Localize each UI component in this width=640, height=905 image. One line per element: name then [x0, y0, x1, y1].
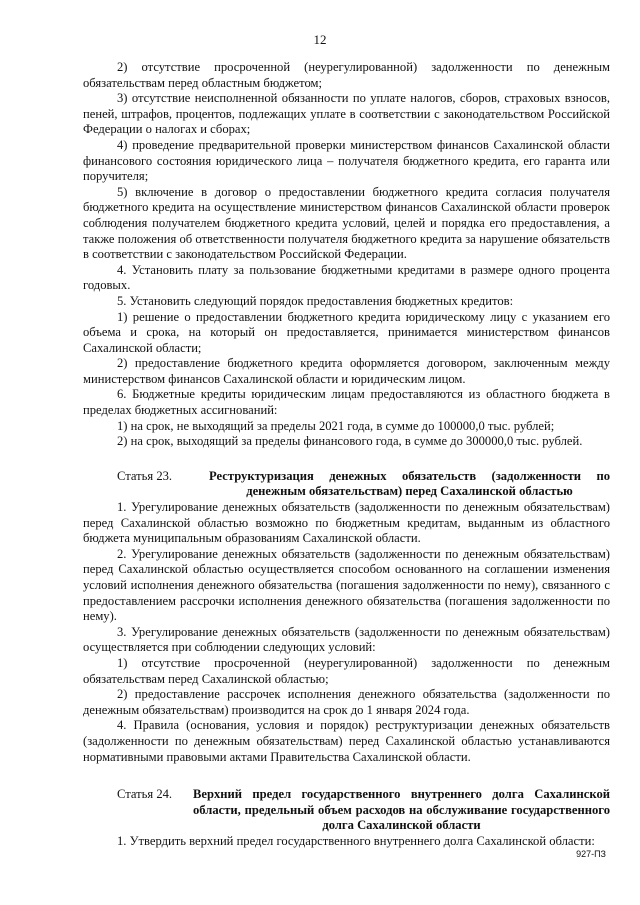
paragraph: 6. Бюджетные кредиты юридическим лицам предоставляются из областного бюджета в пределах бюджетных ассигнований:	[83, 387, 610, 418]
paragraph: 2) предоставление бюджетного кредита оформляется договором, заключенным между министерством финансов Сахалинской области и юридическим лицом.	[83, 356, 610, 386]
paragraph: 1) отсутствие просроченной (неурегулированной) задолженности по денежным обязательствам перед Сахалинской областью;	[83, 655, 610, 686]
paragraph: 4) проведение предварительной проверки министерством финансов Сахалинской области финансового состояния юридического лица – получателя бюджетного кредита, его гаранта или поручителя;	[83, 137, 610, 184]
article-24-label: Статья 24.	[117, 787, 173, 802]
article-24-title: Верхний предел государственного внутреннего долга Сахалинской области, предельный объем расходов на обслуживание государственного долга Сахалинской области	[193, 787, 610, 833]
paragraph: 1. Утвердить верхний предел государственного внутреннего долга Сахалинской области:	[117, 833, 595, 848]
paragraph: 1) на срок, не выходящий за пределы 2021 года, в сумме до 100000,0 тыс. рублей;	[117, 418, 555, 433]
article-23-heading	[83, 469, 610, 500]
article-23-label: Статья 23.	[117, 468, 173, 483]
paragraph: 1) решение о предоставлении бюджетного кредита юридическому лицу с указанием его объема и срока, на который он предоставляется, принимается министерством финансов Сахалинской области;	[83, 309, 610, 355]
document-code: 927-ПЗ	[576, 849, 606, 860]
document-body	[83, 60, 610, 850]
paragraph: 2) на срок, выходящий за пределы финансового года, в сумме до 300000,0 тыс. рублей.	[117, 434, 583, 449]
paragraph: 4. Установить плату за пользование бюджетными кредитами в размере одного процента годовых.	[83, 262, 610, 293]
paragraph: 1. Урегулирование денежных обязательств (задолженности по денежным обязательствам) перед Сахалинской областью возможно по бюджетным кредитам, выданным из областного бюджета муниципальным образованиям Сахалинской области.	[83, 500, 610, 546]
paragraph: 5) включение в договор о предоставлении бюджетного кредита согласия получателя бюджетного кредита на осуществление министерством финансов Сахалинской области проверок соблюдения получателем бюджетного кредита условий, целей и порядка его предоставления, а также положения об ответственности получателя бюджетного кредита за нарушение обязательств в соответствии с законодательством Российской Федерации.	[83, 184, 610, 262]
paragraph: 2) предоставление рассрочек исполнения денежного обязательства (задолженности по денежным обязательствам) производится на срок до 1 января 2024 года.	[83, 687, 610, 717]
page-number: 12	[313, 32, 327, 47]
paragraph: 3) отсутствие неисполненной обязанности по уплате налогов, сборов, страховых взносов, пеней, штрафов, процентов, подлежащих уплате в соответствии с законодательством Российской Федерации о налогах и сборах;	[83, 91, 610, 137]
article-24-heading	[83, 787, 610, 834]
paragraph: 3. Урегулирование денежных обязательств (задолженности по денежным обязательствам) осуществляется при соблюдении следующих условий:	[83, 624, 610, 655]
paragraph: 4. Правила (основания, условия и порядок) реструктуризации денежных обязательств (задолженности по денежным обязательствам) перед Сахалинской областью устанавливаются нормативными правовыми актами Правительства Сахалинской области.	[83, 718, 610, 764]
paragraph: 5. Установить следующий порядок предоставления бюджетных кредитов:	[117, 293, 514, 308]
paragraph: 2. Урегулирование денежных обязательств (задолженности по денежным обязательствам) перед Сахалинской областью осуществляется способом основанного на соглашении изменения условий исполнения денежного обязательства (погашения задолженности по нему), связанного с предоставлением рассрочки исполнения денежного обязательства (погашения задолженности по нему).	[83, 546, 610, 624]
article-23-title: Реструктуризация денежных обязательств (задолженности по денежным обязательствам) перед Сахалинской областью	[209, 468, 610, 499]
paragraph: 2) отсутствие просроченной (неурегулированной) задолженности по денежным обязательствам перед областным бюджетом;	[83, 60, 610, 90]
